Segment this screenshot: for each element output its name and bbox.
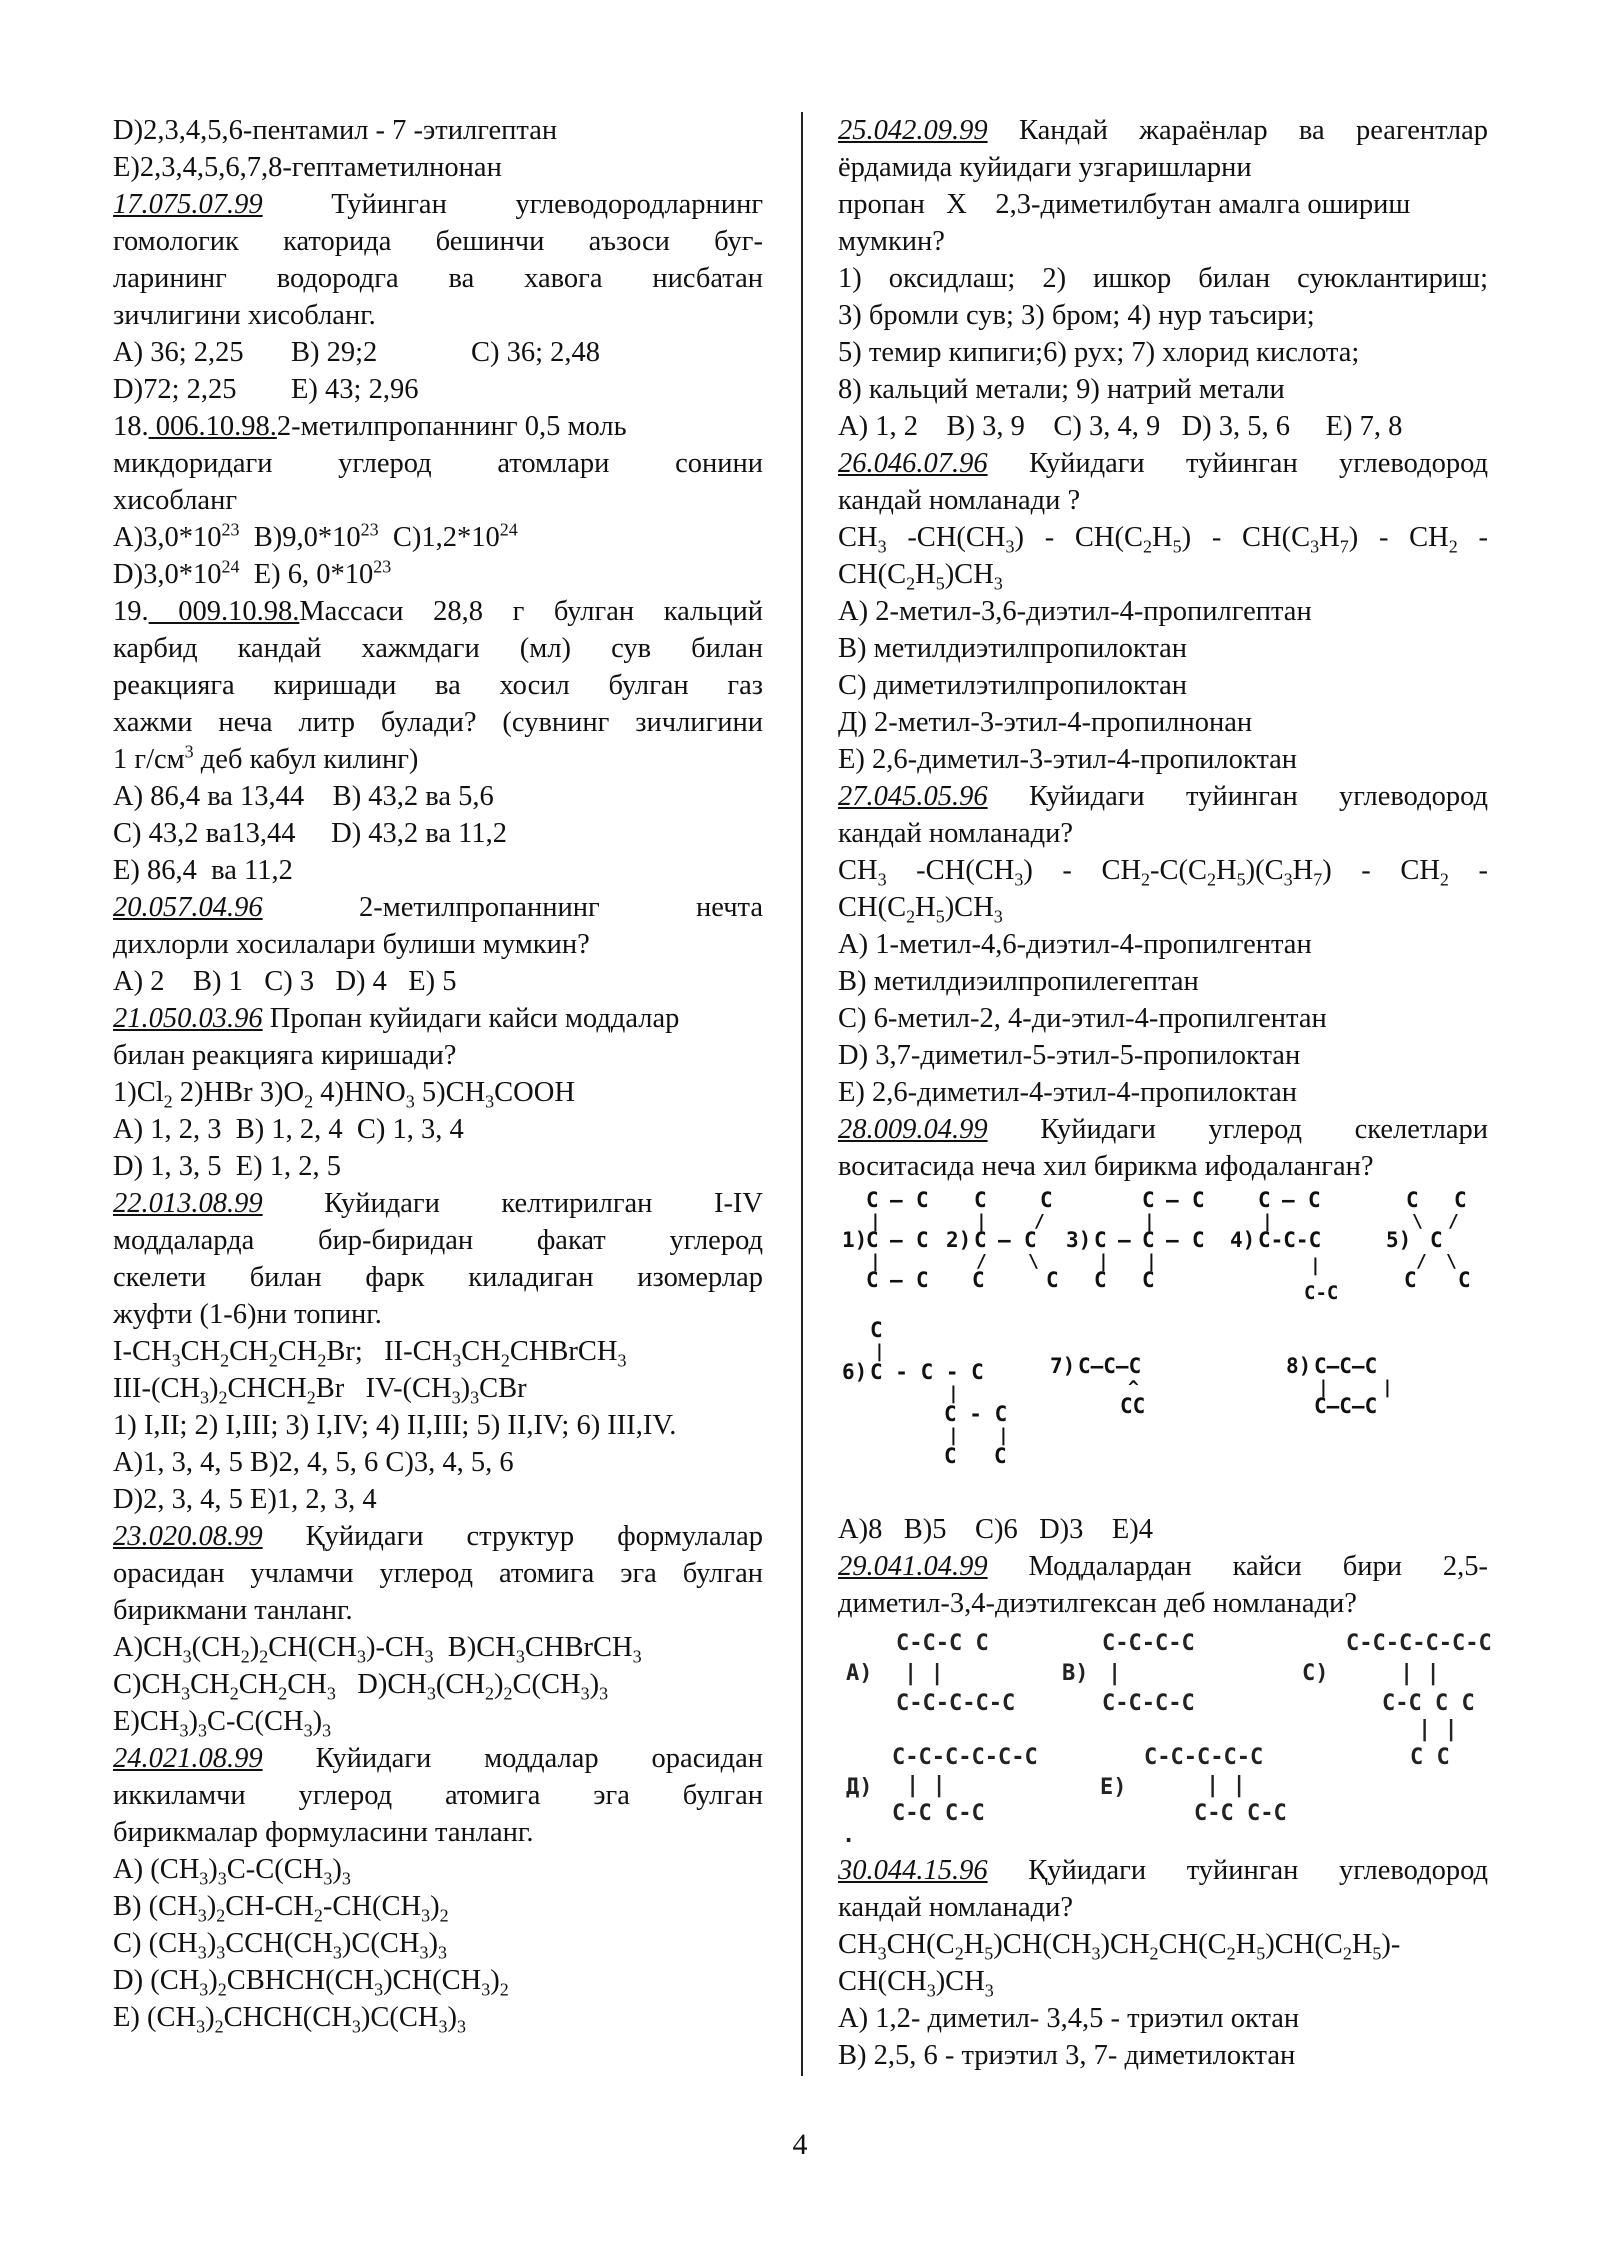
question-text: пропан X 2,3-диметилбутан амалга ошириш [838,189,1411,220]
svg-text:C—C—C: C—C—C [1314,1354,1378,1378]
question-code: 20.057.04.96 [113,892,263,923]
svg-text:\: \ [1412,1211,1423,1232]
question-18 [113,408,763,593]
question-25 [838,112,1488,445]
question-code: 27.045.05.96 [838,781,988,812]
svg-text:\: \ [1446,1251,1457,1272]
question-26 [838,445,1488,778]
label-e: E) [1100,1775,1127,1800]
svg-text:| |: | | [904,1661,944,1686]
reagent-list: 5) темир кипиги;6) рух; 7) хлорид кислота; [838,337,1360,368]
reagent-list: 3) бромли сув; 3) бром; 4) нур таъсири; [838,300,1315,331]
svg-text:|: | [1098,1251,1109,1272]
svg-text:|: | [948,1383,959,1404]
question-code: 21.050.03.96 [113,1003,263,1034]
svg-text:3): 3) [1066,1228,1092,1252]
left-column [113,112,763,2036]
formula-line: $CH_3$ $-CH(CH_3) - CH(C_2H_5) - CH(C_3H_7) - CH_2$ - [838,522,1488,556]
option-c: C) диметилэтилпропилоктан [838,670,1188,701]
option-d: D)72; 2,25 [113,374,237,405]
reagent-list: 1) оксидлаш; 2) ишкор билан суюклантириш; [838,263,1488,294]
formula-line: $CH(C_2H_5)CH_3$ [838,892,1003,926]
svg-text:\: \ [1028,1251,1039,1272]
svg-text:C: C [974,1188,987,1212]
svg-text:C-C C-C: C-C C-C [1194,1801,1287,1826]
answer-options: C) 43,2 ва13,44 D) 43,2 ва 11,2 [113,818,507,849]
question-text: Туйинган углеводородларнинг [331,189,763,220]
question-code: 23.020.08.99 [113,1521,263,1552]
question-code: 28.009.04.99 [838,1114,988,1145]
svg-text:—: — [890,1268,903,1292]
svg-text:C-C-C-C-C: C-C-C-C-C [1144,1745,1264,1770]
question-text: зичлигини хисобланг. [113,300,376,331]
question-text: Қуйидаги структур формулалар [305,1521,763,1552]
question-text: 1 $г/см^3$ деб кабул килинг) [113,741,419,775]
option-d: $D)3,0*10^{24}$ [113,556,240,590]
question-text: карбид кандай хажмдаги (мл) сув билан [113,633,763,664]
svg-text:C-C C C: C-C C C [1382,1691,1475,1716]
svg-text:C: C [1040,1188,1053,1212]
svg-text:C-C-C: C-C-C [1258,1228,1322,1252]
option-b: B) $(CH_3)_2CH-CH_2-CH(CH_3)_2$ [113,1891,449,1925]
page-number: 4 [792,2128,808,2161]
svg-text:C: C [1024,1228,1037,1252]
svg-text:C: C [1430,1228,1443,1252]
svg-text:—: — [1166,1188,1179,1212]
question-text: 2-метилпропаннинг 0,5 моль [276,411,627,442]
svg-text:C: C [1142,1228,1155,1252]
question-30 [838,1852,1488,2074]
svg-text:|: | [998,1425,1009,1446]
question-code: 26.046.07.96 [838,448,988,479]
answer-options [113,334,763,371]
column-divider [801,112,803,2076]
svg-text:—: — [1118,1228,1131,1252]
svg-text:|: | [948,1425,959,1446]
question-text: кандай номланади? [838,818,1074,849]
answer-options [113,371,763,408]
reagent-list: $1)Cl_2$ 2)HBr $3)O_2$ $4)HNO_3$ $5)CH_3COOH$ [113,1077,575,1111]
svg-text:C: C [1458,1268,1471,1292]
option-b: B) метилдиэтилпропилоктан [838,633,1188,664]
svg-text:C: C [1142,1268,1155,1292]
svg-text:—: — [1282,1188,1295,1212]
question-text: Кандай жараёнлар ва реагентлар [1019,115,1488,146]
question-text: 2-метилпропаннинг нечта [358,892,763,923]
answer-options [113,519,763,556]
svg-text:C: C [916,1188,929,1212]
svg-text:/: / [976,1251,987,1272]
svg-text:C: C [866,1228,879,1252]
answer-options: D) 1, 3, 5 E) 1, 2, 5 [113,1151,341,1182]
option-b: B) 29;2 [291,337,378,368]
svg-text:| |: | | [1400,1661,1440,1686]
question-code: 009.10.98. [148,596,300,627]
question-text: воситасида неча хил бирикма ифодаланган? [838,1151,1374,1182]
svg-text:C: C [1192,1188,1205,1212]
question-text: ёрдамида куйидаги узгаришларни [838,152,1252,183]
svg-text:CC: CC [1120,1394,1146,1418]
carbon-skeletons-figure [838,1187,1488,1505]
svg-text:C: C [1046,1268,1059,1292]
question-text: гомологик каторида бешинчи аъзоси буг- [113,226,763,257]
svg-text:C: C [1406,1188,1419,1212]
svg-text:|: | [1310,1255,1321,1276]
option-b: $B)9,0*10^{23}$ [253,519,379,553]
svg-text:7): 7) [1050,1354,1076,1378]
svg-text:C: C [916,1228,929,1252]
svg-text:C: C [974,1228,987,1252]
svg-text:C—C—C: C—C—C [1078,1354,1142,1378]
svg-text:|: | [1318,1377,1329,1398]
svg-text:C: C [944,1444,957,1468]
question-text: мумкин? [838,226,945,257]
answer-options: A)8 B)5 C)6 D)3 E)4 [838,1514,1154,1545]
option-a: A) 1,2- диметил- 3,4,5 - триэтил октан [838,2003,1300,2034]
svg-text:C: C [1454,1188,1467,1212]
question-text: Қуйидаги туйинган углеводород [1028,1855,1488,1886]
question-text: билан реакцияга киришади? [113,1040,457,1071]
svg-text:/: / [1448,1211,1459,1232]
svg-text:C-C-C-C-C-C: C-C-C-C-C-C [892,1745,1038,1770]
question-code: 24.021.08.99 [113,1743,263,1774]
option-c: C) 6-метил-2, 4-ди-этил-4-пропилгентан [838,1003,1327,1034]
svg-text:|: | [1108,1661,1122,1686]
question-24 [113,1740,763,2036]
text-line: D)2,3,4,5,6-пентамил - 7 -этилгептан [113,115,558,146]
svg-text:.: . [842,1823,856,1846]
svg-text:C: C [870,1318,883,1342]
svg-text:4): 4) [1230,1228,1256,1252]
question-text: Куйидаги келтирилган I-IV [324,1188,763,1219]
option-e: E) 2,6-диметил-3-этил-4-пропилоктан [838,744,1298,775]
svg-text:C: C [994,1444,1007,1468]
svg-text:C: C [866,1188,879,1212]
question-text: жуфти (1-6)ни топинг. [113,1299,382,1330]
question-number: 19. [113,596,149,627]
svg-text:| |: | | [906,1773,946,1798]
question-text: скелети билан фарк киладиган изомерлар [113,1262,763,1293]
label-a: A) [846,1661,873,1686]
svg-text:C-C-C-C-C: C-C-C-C-C [896,1691,1016,1716]
formula-line: III-$(CH_3)_2CHCH_2Br$ $IV-(CH_3)_3CBr$ [113,1373,527,1407]
svg-text:|: | [870,1211,881,1232]
option-a: A) 1-метил-4,6-диэтил-4-пропилгентан [838,929,1312,960]
answer-options: $E)CH_3)_3C-C(CH_3)_3$ [113,1706,332,1740]
svg-text:C-C-C-C-C-C: C-C-C-C-C-C [1346,1631,1492,1656]
svg-text:C-C-C C: C-C-C C [896,1631,989,1656]
pair-list: 1) I,II; 2) I,III; 3) I,IV; 4) II,III; 5) II,IV; 6) III,IV. [113,1410,677,1441]
question-21 [113,1000,763,1185]
question-text: Пропан куйидаги кайси моддалар [269,1003,680,1034]
svg-text:1): 1) [842,1228,868,1252]
svg-text:—: — [890,1188,903,1212]
svg-text:C-C: C-C [1304,1282,1339,1304]
option-d: D) 3,7-диметил-5-этил-5-пропилоктан [838,1040,1301,1071]
answer-options: A) 1, 2 B) 3, 9 C) 3, 4, 9 D) 3, 5, 6 E) 7, 8 [838,411,1403,442]
svg-text:C - C - C: C - C - C [870,1360,984,1384]
question-text: ларининг водородга ва хавога нисбатан [113,263,763,294]
label-c: C) [1302,1661,1329,1686]
option-e: E) 6, $0*10^{23}$ [253,556,392,590]
svg-text:C: C [972,1268,985,1292]
svg-text:8): 8) [1286,1354,1312,1378]
svg-text:C - C: C - C [944,1402,1008,1426]
svg-text:C C: C C [1410,1745,1450,1770]
question-code: 22.013.08.99 [113,1188,263,1219]
question-text: Куйидаги туйинган углеводород [1028,781,1488,812]
question-code: 30.044.15.96 [838,1855,988,1886]
svg-text:C: C [1094,1268,1107,1292]
svg-text:C: C [1094,1228,1107,1252]
question-number: 18. [113,411,149,442]
option-e: E) 2,6-диметил-4-этил-4-пропилоктан [838,1077,1298,1108]
label-b: B) [1062,1661,1089,1686]
question-20 [113,889,763,1000]
q29-structures-figure [838,1624,1518,1846]
option-b: B) 2,5, 6 - триэтил 3, 7- диметилоктан [838,2040,1296,2071]
question-code: 17.075.07.99 [113,189,263,220]
answer-options: A) 86,4 ва 13,44 B) 43,2 ва 5,6 [113,781,494,812]
svg-text:C-C C-C: C-C C-C [892,1801,985,1826]
formula-line: $I-CH_3CH_2CH_2CH_2Br$; $II-CH_3CH_2CHBrCH_3$ [113,1336,627,1370]
option-e: E) 43; 2,96 [291,374,419,405]
reagent-list: 8) кальций метали; 9) натрий метали [838,374,1285,405]
question-text: Куйидаги туйинган углеводород [1028,448,1488,479]
question-28 [838,1111,1488,1548]
question-text: микдоридаги углерод атомлари сонини [113,448,763,479]
formula-line: $CH(CH_3)CH_3$ [838,1966,994,2000]
svg-text:C: C [1192,1228,1205,1252]
text-line: E)2,3,4,5,6,7,8-гептаметилнонан [113,152,502,183]
svg-text:|: | [1144,1211,1155,1232]
option-a: A) 36; 2,25 [113,337,244,368]
answer-options: $C)CH_3CH_2CH_2CH_3$ $D)CH_3(CH_2)_2C(CH_3)_3$ [113,1669,609,1703]
question-27 [838,778,1488,1111]
svg-text:/: / [1034,1211,1045,1232]
svg-text:|: | [1262,1211,1273,1232]
svg-text:—: — [998,1228,1011,1252]
option-a: A) 2-метил-3,6-диэтил-4-пропилгептан [838,596,1312,627]
question-text: дихлорли хосилалари булиши мумкин? [113,929,590,960]
svg-text:2): 2) [946,1228,972,1252]
option-b: B) метилдиэилпропилегептан [838,966,1199,997]
formula-line: $CH_3$ $-CH(CH_3) - CH_2-C(C_2H_5)(C_3H_7) - CH_2$ - [838,855,1488,889]
question-text: Моддалардан кайси бири 2,5- [1028,1551,1488,1582]
svg-text:C-C-C-C: C-C-C-C [1102,1691,1195,1716]
answer-options: A) 2 B) 1 C) 3 D) 4 E) 5 [113,966,457,997]
option-e: E) $(CH_3)_2CHCH(CH_3)C(CH_3)_3$ [113,2002,466,2036]
option-c: C) 36; 2,48 [471,337,601,368]
svg-text:6): 6) [842,1360,868,1384]
answer-options: E) 86,4 ва 11,2 [113,855,293,886]
label-d: Д) [846,1775,873,1800]
svg-text:| |: | | [1206,1773,1246,1798]
svg-text:|: | [874,1341,885,1362]
answer-options: A) 1, 2, 3 B) 1, 2, 4 C) 1, 3, 4 [113,1114,464,1145]
svg-text:| |: | | [1418,1717,1458,1742]
question-text: бирикмани танланг. [113,1595,353,1626]
question-text: орасидан учламчи углерод атомига эга булган [113,1558,763,1589]
option-c: C) $(CH_3)_3CCH(CH_3)C(CH_3)_3$ [113,1928,447,1962]
svg-text:|: | [1382,1377,1393,1398]
option-a: A) $(CH_3)_3C-C(CH_3)_3$ [113,1854,351,1888]
option-d: Д) 2-метил-3-этил-4-пропилнонан [838,707,1253,738]
answer-options: D)2, 3, 4, 5 E)1, 2, 3, 4 [113,1484,377,1515]
question-text: кандай номланади ? [838,485,1081,516]
question-text: диметил-3,4-диэтилгексан деб номланади? [838,1588,1357,1619]
formula-line: $CH_3CH(C_2H_5)CH(CH_3)CH_2CH(C_2H_5)CH(C_2H_5)-$ [838,1929,1401,1963]
svg-text:C: C [1404,1268,1417,1292]
svg-text:C: C [916,1268,929,1292]
svg-text:|: | [870,1251,881,1272]
svg-text:C: C [1142,1188,1155,1212]
svg-text:C-C-C-C: C-C-C-C [1102,1631,1195,1656]
question-text: кандай номланади? [838,1892,1074,1923]
svg-text:—: — [890,1228,903,1252]
question-text: Массаси 28,8 г булган кальций [299,596,763,627]
question-code: 25.042.09.99 [838,115,988,146]
svg-text:|: | [1146,1251,1157,1272]
question-text: бирикмалар формуласини танланг. [113,1817,534,1848]
question-code: 29.041.04.99 [838,1551,988,1582]
question-text: иккиламчи углерод атомига эга булган [113,1780,763,1811]
question-19 [113,593,763,889]
answer-options [113,556,763,593]
question-text: хисобланг [113,485,238,516]
question-text: моддаларда бир-биридан факат углерод [113,1225,763,1256]
svg-text:|: | [976,1211,987,1232]
question-22 [113,1185,763,1518]
answer-options: $A)CH_3(CH_2)_2CH(CH_3)-CH_3$ $B)CH_3CHBrCH_3$ [113,1632,642,1666]
question-23 [113,1518,763,1740]
answer-options: A)1, 3, 4, 5 B)2, 4, 5, 6 C)3, 4, 5, 6 [113,1447,514,1478]
svg-text:C: C [866,1268,879,1292]
option-c: $C)1,2*10^{24}$ [392,519,518,553]
question-29 [838,1548,1492,1846]
svg-text:C: C [1258,1188,1271,1212]
option-a: $A)3,0*10^{23}$ [113,519,240,553]
question-17 [113,186,763,408]
right-column [838,112,1492,2074]
option-d: D) $(CH_3)_2CBHCH(CH_3)CH(CH_3)_2$ [113,1965,509,1999]
svg-text:—: — [1166,1228,1179,1252]
svg-text:C—C—C: C—C—C [1314,1394,1378,1418]
question-text: Куйидаги моддалар орасидан [315,1743,763,1774]
formula-line: $CH(C_2H_5)CH_3$ [838,559,1003,593]
svg-text:^: ^ [1128,1377,1139,1398]
question-text: хажми неча литр булади? (сувнинг зичлигини [113,707,763,738]
svg-text:/: / [1416,1251,1427,1272]
question-text: Куйидаги углерод скелетлари [1040,1114,1488,1145]
svg-text:C: C [1308,1188,1321,1212]
question-code: 006.10.98. [148,411,277,442]
question-text: реакцияга киришади ва хосил булган газ [113,670,763,701]
svg-text:5): 5) [1386,1228,1412,1252]
